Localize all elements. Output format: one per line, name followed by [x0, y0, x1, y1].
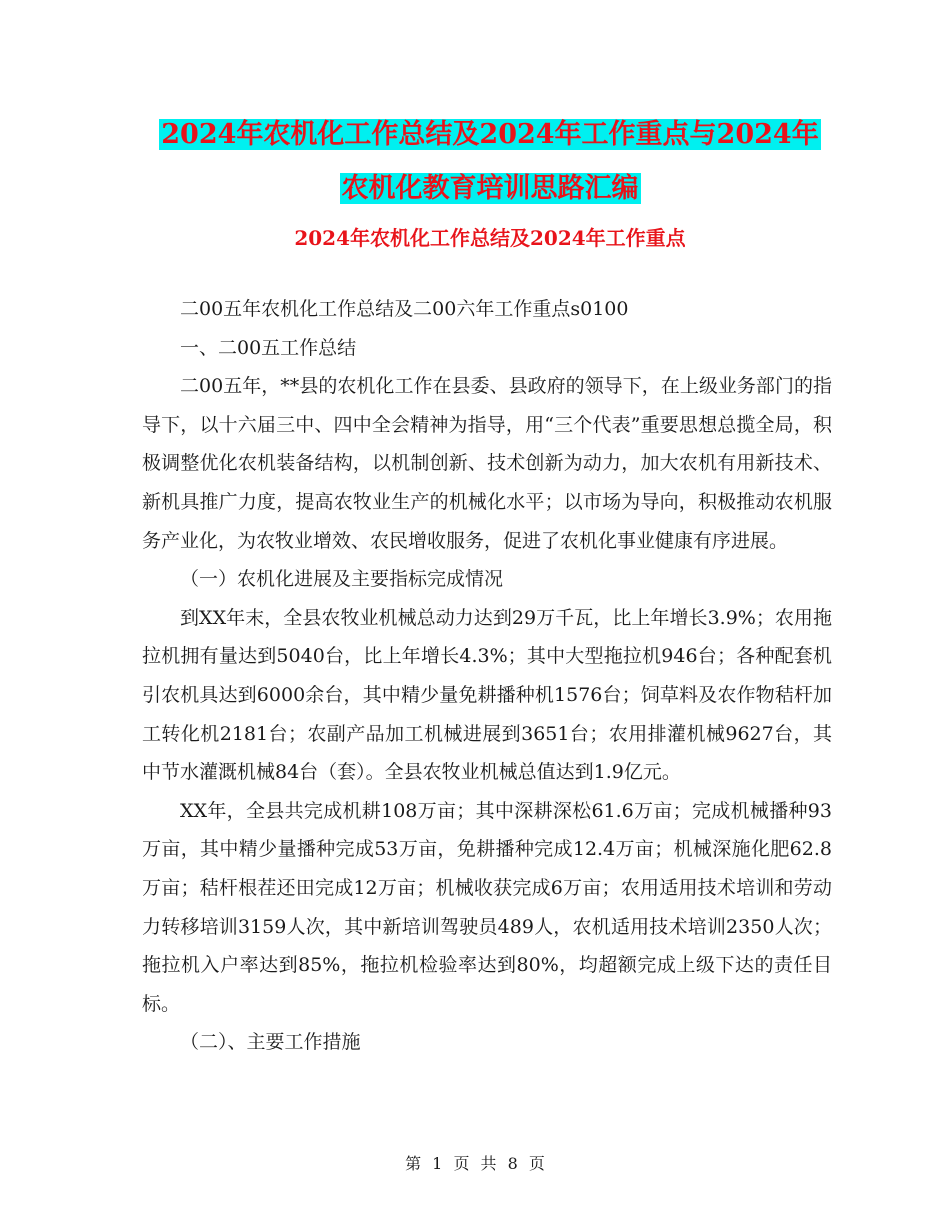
paragraph-subsection-two: （二）、主要工作措施	[180, 1031, 361, 1054]
title-line-1: 2024年农机化工作总结及2024年工作重点与2024年	[161, 119, 819, 150]
paragraph-achievements: XX年，全县共完成机耕108万亩；其中深耕深松61.6万亩；完成机械播种93万亩，其中精少量播种完成53万亩，免耕播种完成12.4万亩；机械深施化肥62.8万亩；秸杆根茬还田完成12万亩；机械收获完成6万亩；农用适用技术培训和劳动力转移培训3159人次，其中新培训驾驶员489人，农机适用技术培训2350人次；拖拉机入户率达到85%，拖拉机检验率达到80%，均超额完成上级下达的责任目标。	[142, 799, 832, 1015]
page-number-footer: 第 1 页 共 8 页	[405, 1154, 545, 1173]
paragraph-indicators: 到XX年末，全县农牧业机械总动力达到29万千瓦，比上年增长3.9%；农用拖拉机拥有量达到5040台，比上年增长4.3%；其中大型拖拉机946台；各种配套机引农机具达到6000余台，其中精少量免耕播种机1576台；饲草料及农作物秸杆加工转化机2181台；农副产品加工机械进展到3651台；农用排灌机械9627台，其中节水灌溉机械84台（套）。全县农牧业机械总值达到1.9亿元。	[142, 606, 832, 784]
title-line-2: 农机化教育培训思路汇编	[341, 173, 639, 204]
paragraph-heading-overview: 二00五年农机化工作总结及二00六年工作重点s0100	[180, 298, 629, 320]
document-title	[140, 108, 840, 216]
document-body	[142, 290, 832, 1062]
paragraph-subsection-one: （一）农机化进展及主要指标完成情况	[180, 568, 504, 591]
section-title: 2024年农机化工作总结及2024年工作重点	[294, 226, 686, 250]
paragraph-section-one: 一、二00五工作总结	[180, 336, 357, 359]
paragraph-summary: 二00五年，**县的农机化工作在县委、县政府的领导下，在上级业务部门的指导下，以十六届三中、四中全会精神为指导，用“三个代表”重要思想总揽全局，积极调整优化农机装备结构，以机制创新、技术创新为动力，加大农机有用新技术、新机具推广力度，提高农牧业生产的机械化水平；以市场为导向，积极推动农机服务产业化，为农牧业增效、农民增收服务，促进了农机化事业健康有序进展。	[142, 375, 832, 552]
